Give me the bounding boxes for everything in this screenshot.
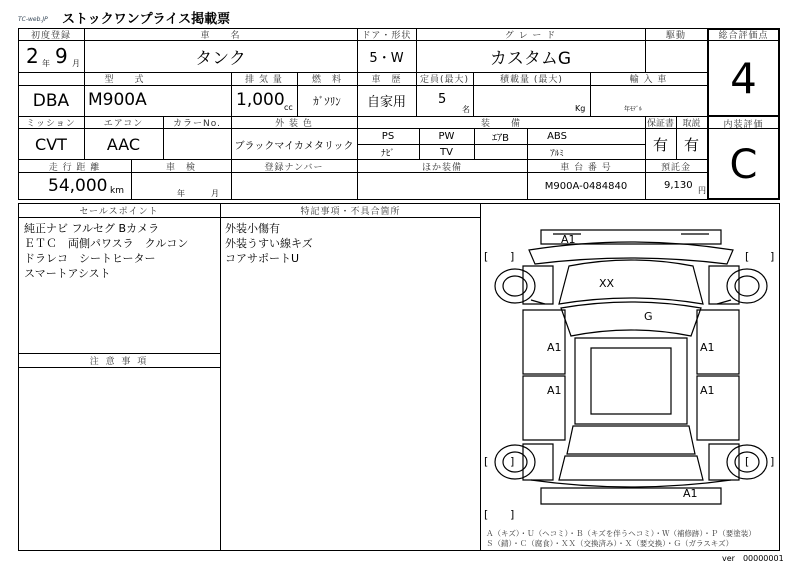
page-title: ストックワンプライス掲載票 bbox=[62, 12, 231, 27]
bracket-close: ] bbox=[510, 250, 515, 263]
header-fuel: 燃 料 bbox=[311, 75, 342, 85]
equip-pw: PW bbox=[438, 131, 455, 142]
header-car-name: 車 名 bbox=[200, 30, 241, 41]
legend-line: Ｓ（錆）・Ｃ（腐食）・ＸＸ（交換済み）・Ｘ（要交換）・Ｇ（ガラスキズ） bbox=[486, 539, 734, 548]
header-import: 輸 入 車 bbox=[629, 75, 668, 85]
inspection-year-unit: 年 bbox=[177, 189, 185, 198]
bracket-open: [ bbox=[484, 250, 489, 263]
equip-airbag: ｴｱB bbox=[492, 133, 509, 144]
note-item: 外装うすい線キズ bbox=[225, 237, 313, 250]
damage-mark: A1 bbox=[683, 487, 698, 500]
bracket-close: ] bbox=[770, 455, 775, 468]
header-aircon: エアコン bbox=[103, 118, 144, 129]
sales-point: 純正ナビ フルセグ Bカメラ bbox=[24, 222, 160, 235]
header-load: 積載量 (最大) bbox=[500, 75, 563, 85]
sales-points-header: セールスポイント bbox=[79, 207, 159, 217]
damage-mark: A1 bbox=[547, 341, 562, 354]
import-note: 年ﾓﾃﾞﾙ bbox=[624, 106, 643, 113]
model-value: M900A bbox=[88, 90, 147, 110]
aircon-value: AAC bbox=[106, 134, 141, 154]
logo: TC-web.JP bbox=[18, 15, 48, 23]
equip-ps: PS bbox=[381, 131, 395, 142]
mileage-value: 54,000 bbox=[48, 176, 108, 196]
year-unit: 年 bbox=[42, 59, 50, 68]
displacement-value: 1,000 bbox=[236, 90, 285, 110]
color-no-value bbox=[163, 129, 231, 159]
damage-mark: A1 bbox=[561, 233, 576, 246]
header-other-equipment: ほか装備 bbox=[421, 162, 462, 173]
header-chassis: 車 台 番 号 bbox=[560, 162, 612, 173]
history-value: 自家用 bbox=[366, 95, 406, 110]
grade-value: カスタムG bbox=[489, 49, 572, 69]
header-color-no: カラーNo. bbox=[173, 118, 221, 129]
capacity-unit: 名 bbox=[462, 105, 470, 114]
first-reg-year: 2 bbox=[26, 44, 39, 68]
header-doors: ドア・形状 bbox=[361, 30, 412, 41]
damage-mark: A1 bbox=[700, 341, 715, 354]
bracket-open: [ bbox=[484, 455, 489, 468]
damage-mark: A1 bbox=[700, 384, 715, 397]
bracket-close: ] bbox=[510, 508, 515, 521]
legend-line: Ａ（キズ）・Ｕ（ヘコミ）・Ｂ（キズを伴うヘコミ）・Ｗ（補修跡）・Ｐ（要塗装） bbox=[486, 529, 756, 538]
chassis-value: M900A-0484840 bbox=[544, 181, 628, 192]
header-deposit: 預託金 bbox=[660, 162, 691, 173]
header-mission: ミッション bbox=[26, 118, 76, 129]
header-first-registration: 初度登録 bbox=[30, 30, 71, 41]
equip-tv: TV bbox=[440, 146, 453, 158]
mission-value: CVT bbox=[35, 134, 67, 154]
car-name-value: タンク bbox=[195, 49, 246, 69]
header-exterior-color: 外 装 色 bbox=[275, 118, 313, 129]
capacity-value: 5 bbox=[438, 92, 447, 107]
bracket-open: [ bbox=[484, 508, 489, 521]
damage-mark: G bbox=[644, 310, 653, 323]
bracket-close: ] bbox=[510, 455, 515, 468]
header-warranty: 保証書 bbox=[646, 118, 674, 129]
bracket-close: ] bbox=[770, 250, 775, 263]
header-overall-score: 総合評価点 bbox=[718, 30, 769, 41]
model-prefix: DBA bbox=[32, 90, 70, 111]
exterior-color-value: ブラックマイカメタリック bbox=[234, 140, 354, 152]
load-unit: Kg bbox=[575, 104, 586, 113]
equip-abs: ABS bbox=[547, 131, 567, 142]
header-drive: 駆動 bbox=[665, 30, 686, 41]
equip-alumi: ｱﾙﾐ bbox=[550, 148, 564, 159]
inspection-month-unit: 月 bbox=[211, 189, 219, 198]
overall-score-value: 4 bbox=[730, 53, 757, 103]
month-unit: 月 bbox=[72, 59, 80, 68]
deposit-value: 9,130 bbox=[664, 180, 693, 191]
notes-list bbox=[225, 221, 313, 266]
header-model: 型 式 bbox=[104, 75, 145, 85]
note-item: 外装小傷有 bbox=[225, 222, 280, 235]
header-manual: 取説 bbox=[682, 118, 701, 129]
header-history: 車 歴 bbox=[371, 75, 402, 85]
warranty-value: 有 bbox=[652, 135, 668, 154]
bracket-open: [ bbox=[745, 250, 750, 263]
car-damage-diagram bbox=[481, 204, 779, 530]
deposit-unit: 円 bbox=[698, 186, 706, 195]
fuel-value: ｶﾞｿﾘﾝ bbox=[313, 94, 341, 108]
sales-point: ドラレコ シートヒーター bbox=[24, 252, 156, 265]
bracket-open: [ bbox=[745, 455, 750, 468]
mileage-unit: km bbox=[110, 186, 124, 196]
header-displacement: 排 気 量 bbox=[245, 75, 283, 85]
header-plate: 登録ナンバー bbox=[264, 162, 324, 173]
notes-header: 特記事項・不具合箇所 bbox=[300, 207, 401, 217]
sales-points-list bbox=[24, 221, 188, 281]
note-item: コアサポートU bbox=[225, 252, 300, 265]
version-label: ver 00000001 bbox=[722, 554, 784, 563]
header-mileage: 走 行 距 離 bbox=[48, 162, 101, 173]
header-equipment: 装 備 bbox=[480, 118, 521, 129]
doors-value: 5・W bbox=[369, 51, 404, 66]
first-reg-month: 9 bbox=[55, 44, 68, 68]
header-capacity: 定員(最大) bbox=[419, 75, 470, 85]
manual-value: 有 bbox=[683, 135, 699, 154]
damage-mark: A1 bbox=[547, 384, 562, 397]
equip-navi: ﾅﾋﾞ bbox=[381, 148, 395, 159]
sales-point: スマートアシスト bbox=[24, 267, 111, 280]
header-grade: グ レ ー ド bbox=[504, 30, 557, 41]
caution-header: 注 意 事 項 bbox=[89, 357, 149, 367]
drive-value bbox=[645, 41, 707, 72]
header-inspection: 車 検 bbox=[165, 162, 196, 173]
interior-score-value: C bbox=[729, 142, 758, 188]
displacement-unit: cc bbox=[284, 103, 293, 112]
equip-empty bbox=[474, 145, 527, 159]
sales-point: ＥＴＣ 両側パワスラ クルコン bbox=[24, 237, 189, 250]
damage-legend bbox=[486, 529, 756, 549]
damage-mark: XX bbox=[599, 277, 615, 290]
header-interior-score: 内装評価 bbox=[723, 119, 764, 130]
